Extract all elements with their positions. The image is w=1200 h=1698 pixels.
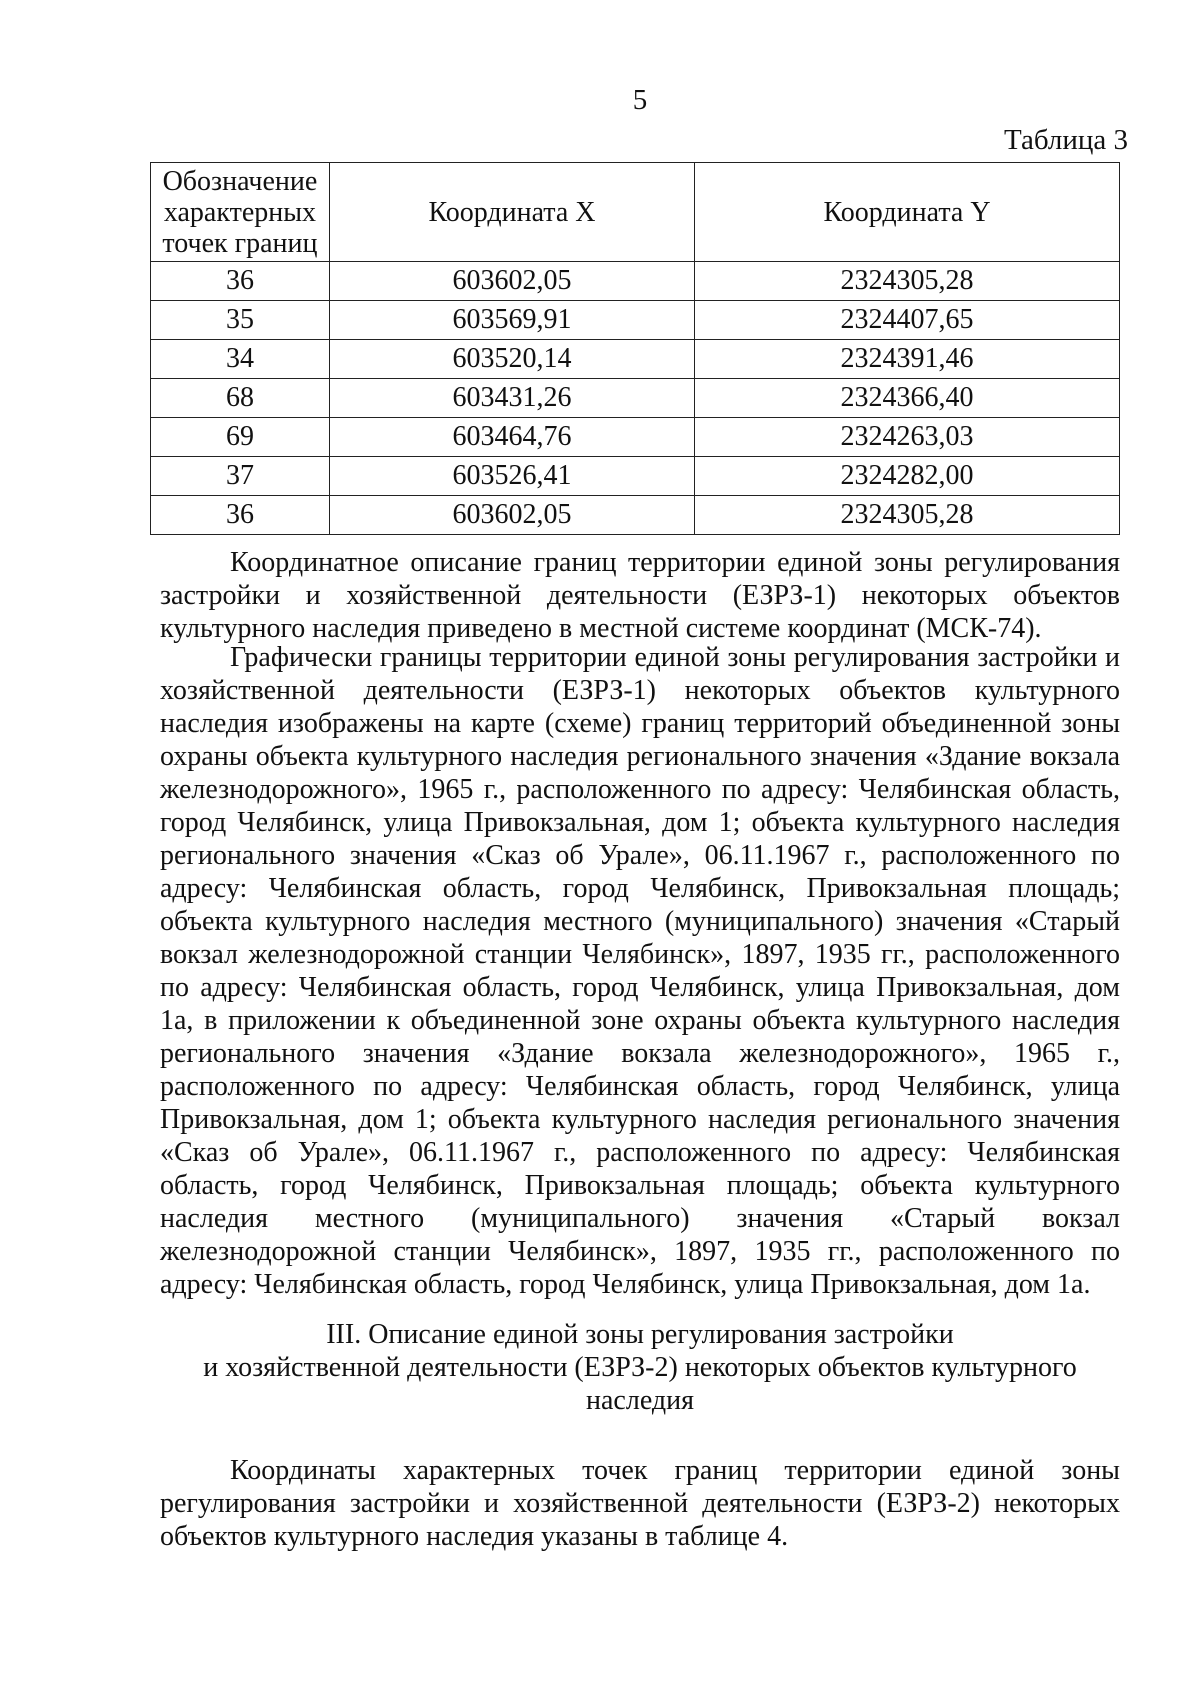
table-row: [151, 457, 1120, 496]
paragraph-text: Графически границы территории единой зоны регулирования застройки и хозяйственной деятельности (ЕЗРЗ-1) некоторых объектов культурного наследия изображены на карте (схеме) границ территорий объединенной зоны охраны объекта культурного наследия регионального значения «Здание вокзала железнодорожного», 1965 г., расположенного по адресу: Челябинская область, город Челябинск, улица Привокзальная, дом 1; объекта культурного наследия регионального значения «Сказ об Урале», 06.11.1967 г., расположенного по адресу: Челябинская область, город Челябинск, Привокзальная площадь; объекта культурного наследия местного (муниципального) значения «Старый вокзал железнодорожной станции Челябинск», 1897, 1935 гг., расположенного по адресу: Челябинская область, город Челябинск, улица Привокзальная, дом 1а, в приложении к объединенной зоне охраны объекта культурного наследия регионального значения «Здание вокзала железнодорожного», 1965 г., расположенного по адресу: Челябинская область, город Челябинск, улица Привокзальная, дом 1; объекта культурного наследия регионального значения «Сказ об Урале», 06.11.1967 г., расположенного по адресу: Челябинская область, город Челябинск, Привокзальная площадь; объекта культурного наследия местного (муниципального) значения «Старый вокзал железнодорожной станции Челябинск», 1897, 1935 гг., расположенного по адресу: Челябинская область, город Челябинск, улица Привокзальная, дом 1а.: [160, 642, 1120, 1300]
header-point: Обозначение характерных точек границ: [151, 163, 330, 262]
table-caption: Таблица 3: [1003, 124, 1128, 156]
paragraph-graphic-boundaries: [160, 641, 1120, 1301]
cell-x: 603569,91: [329, 301, 694, 340]
cell-x: 603520,14: [329, 340, 694, 379]
cell-y: 2324305,28: [695, 496, 1120, 535]
cell-point: 69: [151, 418, 330, 457]
paragraph-text: Координатное описание границ территории единой зоны регулирования застройки и хозяйственной деятельности (ЕЗРЗ-1) некоторых объектов культурного наследия приведено в местной системе координат (МСК-74).: [160, 547, 1120, 644]
cell-x: 603464,76: [329, 418, 694, 457]
paragraph-text: Координаты характерных точек границ территории единой зоны регулирования застройки и хозяйственной деятельности (ЕЗРЗ-2) некоторых объектов культурного наследия указаны в таблице 4.: [160, 1455, 1120, 1552]
header-y: Координата Y: [695, 163, 1120, 262]
cell-point: 36: [151, 496, 330, 535]
page-number: 5: [632, 84, 648, 116]
cell-point: 37: [151, 457, 330, 496]
cell-y: 2324263,03: [695, 418, 1120, 457]
table-row: [151, 340, 1120, 379]
table-row: [151, 379, 1120, 418]
cell-x: 603526,41: [329, 457, 694, 496]
section-heading-line: и хозяйственной деятельности (ЕЗРЗ-2) некоторых объектов культурного: [203, 1352, 1077, 1383]
header-x: Координата X: [329, 163, 694, 262]
cell-y: 2324366,40: [695, 379, 1120, 418]
cell-y: 2324407,65: [695, 301, 1120, 340]
table-row: [151, 301, 1120, 340]
cell-point: 34: [151, 340, 330, 379]
table-header-row: [151, 163, 1120, 262]
cell-x: 603431,26: [329, 379, 694, 418]
section-heading: [160, 1318, 1120, 1417]
section-heading-line: III. Описание единой зоны регулирования застройки: [326, 1319, 954, 1350]
table-row: [151, 496, 1120, 535]
cell-y: 2324391,46: [695, 340, 1120, 379]
cell-point: 68: [151, 379, 330, 418]
paragraph-table4-reference: [160, 1454, 1120, 1553]
table-row: [151, 262, 1120, 301]
cell-x: 603602,05: [329, 496, 694, 535]
cell-point: 36: [151, 262, 330, 301]
cell-y: 2324282,00: [695, 457, 1120, 496]
coordinates-table: [150, 162, 1120, 535]
cell-point: 35: [151, 301, 330, 340]
cell-y: 2324305,28: [695, 262, 1120, 301]
paragraph-coordinate-description: [160, 546, 1120, 645]
section-heading-line: наследия: [586, 1385, 694, 1416]
cell-x: 603602,05: [329, 262, 694, 301]
table-row: [151, 418, 1120, 457]
